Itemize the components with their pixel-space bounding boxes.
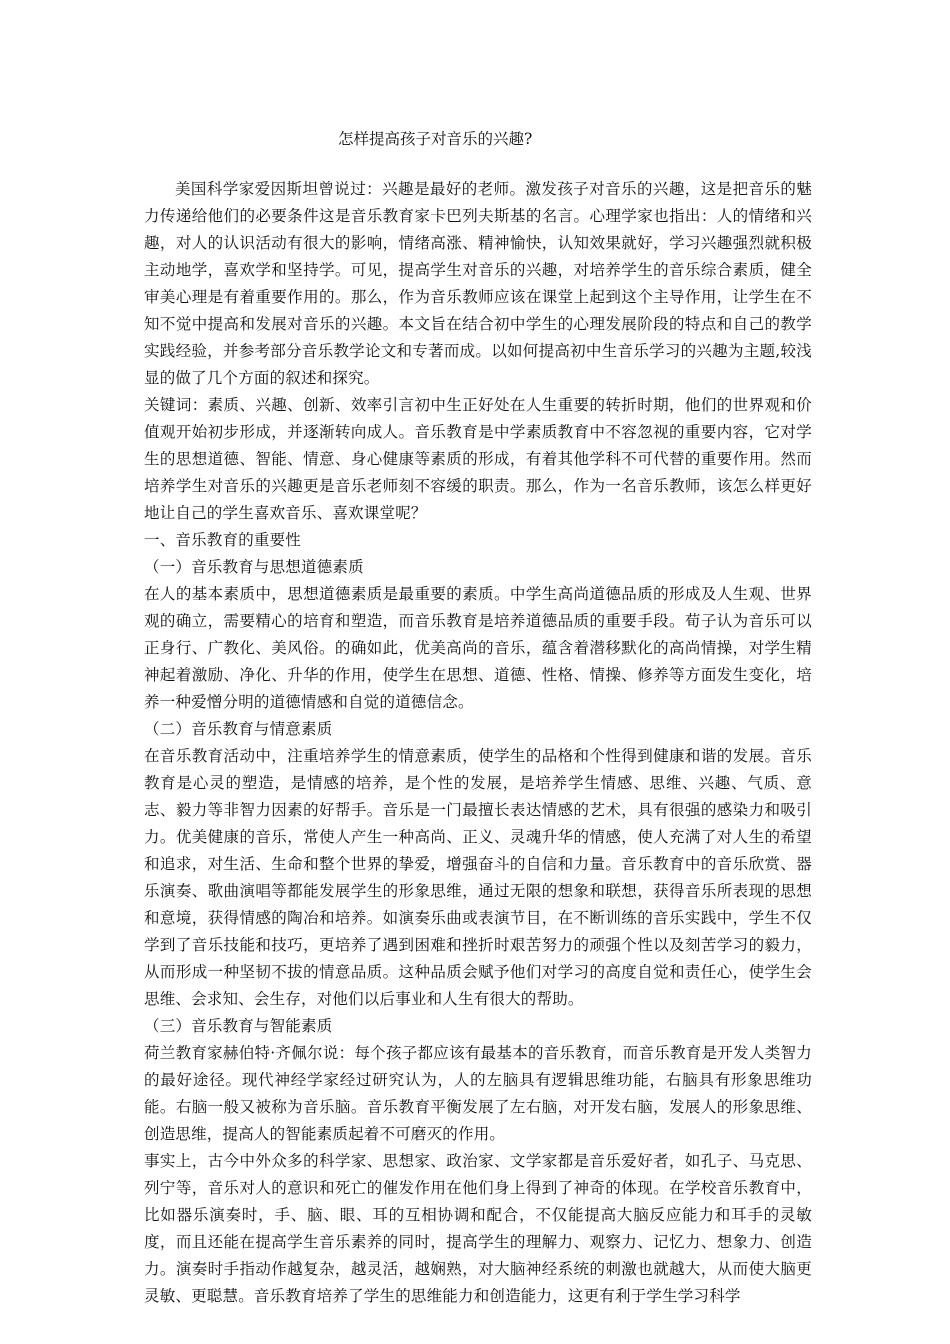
keywords-paragraph: 关键词：素质、兴趣、创新、效率引言初中生正好处在人生重要的转折时期，他们的世界观和价值观开始初步形成，并逐渐转向成人。音乐教育是中学素质教育中不容忽视的重要内容，它对学生的思想道德、智能、情意、身心健康等素质的形成，有着其他学科不可代替的重要作用。然而培养学生对音乐的兴趣更是音乐老师刻不容缓的职责。那么，作为一名音乐教师，该怎么样更好地让自己的学生喜欢音乐、喜欢课堂呢？ <box>144 396 812 522</box>
body-paragraph: 在人的基本素质中，思想道德素质是最重要的素质。中学生高尚道德品质的形成及人生观、世界观的确立，需要精心的培育和塑造，而音乐教育是培养道德品质的重要手段。荀子认为音乐可以正身行、广教化、美风俗。的确如此，优美高尚的音乐，蕴含着潜移默化的高尚情操，对学生精神起着激励、净化、升华的作用，使学生在思想、道德、性格、情操、修养等方面发生变化，培养一种爱憎分明的道德情感和自觉的道德信念。 <box>144 585 812 711</box>
body-paragraph: 在音乐教育活动中，注重培养学生的情意素质，使学生的品格和个性得到健康和谐的发展。音乐教育是心灵的塑造，是情感的培养，是个性的发展，是培养学生情感、思维、兴趣、气质、意志、毅力等非智力因素的好帮手。音乐是一门最擅长表达情感的艺术，具有很强的感染力和吸引力。优美健康的音乐，常使人产生一种高尚、正义、灵魂升华的情感，使人充满了对人生的希望和追求，对生活、生命和整个世界的挚爱，增强奋斗的自信和力量。音乐教育中的音乐欣赏、器乐演奏、歌曲演唱等都能发展学生的形象思维，通过无限的想象和联想，获得音乐所表现的思想和意境，获得情感的陶冶和培养。如演奏乐曲或表演节目，在不断训练的音乐实践中，学生不仅学到了音乐技能和技巧，更培养了遇到困难和挫折时艰苦努力的顽强个性以及刻苦学习的毅力，从而形成一种坚韧不拔的情意品质。这种品质会赋予他们对学习的高度自觉和责任心，使学生会思维、会求知、会生存，对他们以后事业和人生有很大的帮助。 <box>144 747 812 1008</box>
body-paragraph: 事实上，古今中外众多的科学家、思想家、政治家、文学家都是音乐爱好者，如孔子、马克思、列宁等，音乐对人的意识和死亡的催发作用在他们身上得到了神奇的体现。在学校音乐教育中，比如器乐演奏时，手、脑、眼、耳的互相协调和配合，不仅能提高大脑反应能力和耳手的灵敏度，而且还能在提高学生音乐素养的同时，提高学生的理解力、观察力、记忆力、想象力、创造力。演奏时手指动作越复杂，越灵活，越娴熟，对大脑神经系统的刺激也就越大，从而使大脑更灵敏、更聪慧。音乐教育培养了学生的思维能力和创造能力，这更有利于学生学习科学 <box>144 1152 812 1305</box>
intro-paragraph: 美国科学家爱因斯坦曾说过：兴趣是最好的老师。激发孩子对音乐的兴趣，这是把音乐的魅力传递给他们的必要条件这是音乐教育家卡巴列夫斯基的名言。心理学家也指出：人的情绪和兴趣，对人的认识活动有很大的影响，情绪高涨、精神愉快，认知效果就好，学习兴趣强烈就积极主动地学，喜欢学和坚持学。可见，提高学生对音乐的兴趣，对培养学生的音乐综合素质，健全审美心理是有着重要作用的。那么，作为音乐教师应该在课堂上起到这个主导作用，让学生在不知不觉中提高和发展对音乐的兴趣。本文旨在结合初中学生的心理发展阶段的特点和自己的教学实践经验，并参考部分音乐教学论文和专著而成。以如何提高初中生音乐学习的兴趣为主题,较浅显的做了几个方面的叙述和探究。 <box>144 180 812 387</box>
document-title: 怎样提高孩子对音乐的兴趣? <box>338 130 533 148</box>
document-body <box>144 176 812 1310</box>
subsection-heading: （三）音乐教育与智能素质 <box>144 1017 333 1035</box>
body-paragraph: 荷兰教育家赫伯特·齐佩尔说：每个孩子都应该有最基本的音乐教育，而音乐教育是开发人类智力的最好途径。现代神经学家经过研究认为，人的左脑具有逻辑思维功能，右脑具有形象思维功能。右脑一般又被称为音乐脑。音乐教育平衡发展了左右脑，对开发右脑，发展人的形象思维、创造思维，提高人的智能素质起着不可磨灭的作用。 <box>144 1044 812 1143</box>
section-heading: 一、音乐教育的重要性 <box>144 531 302 549</box>
subsection-heading: （一）音乐教育与思想道德素质 <box>144 558 364 576</box>
subsection-heading: （二）音乐教育与情意素质 <box>144 720 333 738</box>
